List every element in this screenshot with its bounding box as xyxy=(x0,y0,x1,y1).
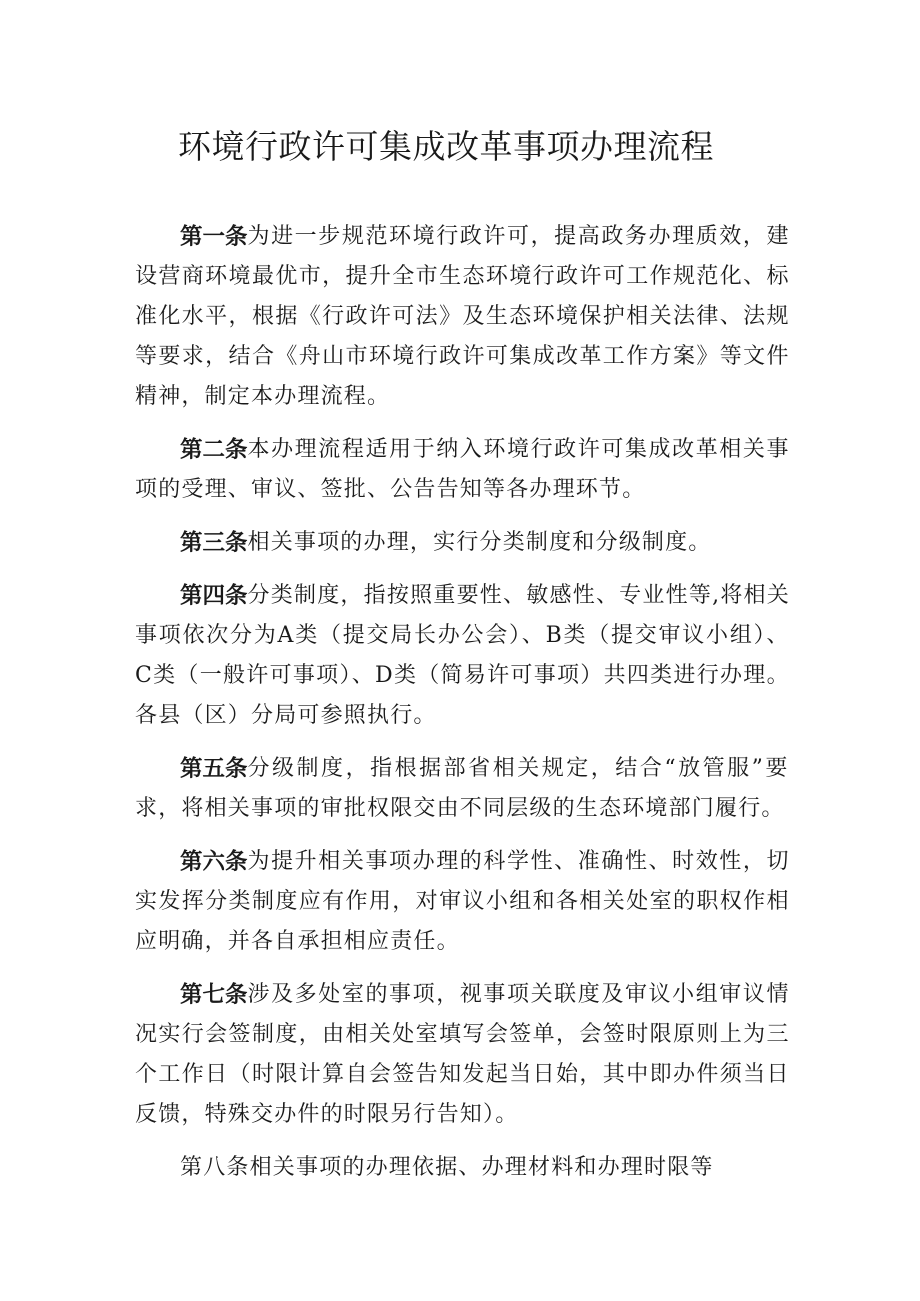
line-text: C类（一般许可事项）、D类（简易许可事项）共四类进行办理。 xyxy=(135,663,790,688)
article-paragraph xyxy=(0,430,920,510)
line-text: 事项依次分为A类（提交局长办公会）、B类（提交审议小组）、 xyxy=(135,623,791,648)
paragraph-gap xyxy=(0,962,920,975)
document-body xyxy=(0,217,920,1188)
text-line xyxy=(0,616,920,656)
text-line xyxy=(0,377,920,417)
line-text: 本办理流程适用于纳入环境行政许可集成改革相关事 xyxy=(247,437,791,462)
line-text: 分级制度，指根据部省相关规定，结合“放管服”要 xyxy=(247,756,790,781)
line-text: 涉及多处室的事项，视事项关联度及审议小组审议情 xyxy=(247,982,791,1007)
text-line xyxy=(0,656,920,696)
line-text: 分类制度，指按照重要性、敏感性、专业性等,将相关 xyxy=(247,583,791,608)
text-line xyxy=(0,1095,920,1135)
line-text: 等要求，结合《舟山市环境行政许可集成改革工作方案》等文件 xyxy=(135,344,790,369)
line-text: 个工作日（时限计算自会签告知发起当日始，其中即办件须当日 xyxy=(135,1062,790,1087)
article-number: 第六条 xyxy=(180,849,248,875)
text-line xyxy=(0,1148,920,1188)
text-line xyxy=(0,257,920,297)
text-line xyxy=(0,576,920,616)
line-text: 各县（区）分局可参照执行。 xyxy=(135,703,437,728)
paragraph-gap xyxy=(0,417,920,430)
article-number: 第七条 xyxy=(180,982,248,1008)
text-line xyxy=(0,696,920,736)
article-paragraph xyxy=(0,842,920,962)
line-text: 精神，制定本办理流程。 xyxy=(135,384,391,409)
line-text: 应明确，并各自承担相应责任。 xyxy=(135,929,460,954)
article-number: 第二条 xyxy=(180,437,248,463)
text-line xyxy=(0,922,920,962)
line-text: 准化水平，根据《行政许可法》及生态环境保护相关法律、法规 xyxy=(135,304,790,329)
article-number: 第四条 xyxy=(180,583,248,609)
text-line xyxy=(0,975,920,1015)
line-text: 设营商环境最优市，提升全市生态环境行政许可工作规范化、标 xyxy=(135,264,790,289)
line-text: 第八条相关事项的办理依据、办理材料和办理时限等 xyxy=(180,1155,714,1180)
article-number: 第五条 xyxy=(180,756,248,782)
text-line xyxy=(0,749,920,789)
article-paragraph xyxy=(0,523,920,563)
text-line xyxy=(0,842,920,882)
article-paragraph xyxy=(0,217,920,417)
article-paragraph xyxy=(0,975,920,1135)
text-line xyxy=(0,1055,920,1095)
paragraph-gap xyxy=(0,1135,920,1148)
line-text: 实发挥分类制度应有作用，对审议小组和各相关处室的职权作相 xyxy=(135,889,790,914)
text-line xyxy=(0,789,920,829)
text-line xyxy=(0,1015,920,1055)
text-line xyxy=(0,297,920,337)
paragraph-gap xyxy=(0,563,920,576)
paragraph-gap xyxy=(0,829,920,842)
line-text: 项的受理、审议、签批、公告告知等各办理环节。 xyxy=(135,477,646,502)
line-text: 况实行会签制度，由相关处室填写会签单，会签时限原则上为三 xyxy=(135,1022,790,1047)
text-line xyxy=(0,337,920,377)
text-line xyxy=(0,430,920,470)
line-text: 相关事项的办理，实行分类制度和分级制度。 xyxy=(247,530,712,555)
paragraph-gap xyxy=(0,736,920,749)
text-line xyxy=(0,217,920,257)
article-number: 第三条 xyxy=(180,530,248,556)
line-text: 为提升相关事项办理的科学性、准确性、时效性，切 xyxy=(247,849,791,874)
document-title: 环境行政许可集成改革事项办理流程 xyxy=(178,127,714,166)
line-text: 为进一步规范环境行政许可，提高政务办理质效，建 xyxy=(247,224,791,249)
article-number: 第一条 xyxy=(180,224,248,250)
paragraph-gap xyxy=(0,510,920,523)
article-paragraph xyxy=(0,576,920,736)
line-text: 求，将相关事项的审批权限交由不同层级的生态环境部门履行。 xyxy=(135,796,785,821)
line-text: 反馈，特殊交办件的时限另行告知）。 xyxy=(135,1102,519,1127)
text-line xyxy=(0,523,920,563)
article-paragraph xyxy=(0,1148,920,1188)
article-paragraph xyxy=(0,749,920,829)
text-line xyxy=(0,470,920,510)
text-line xyxy=(0,882,920,922)
